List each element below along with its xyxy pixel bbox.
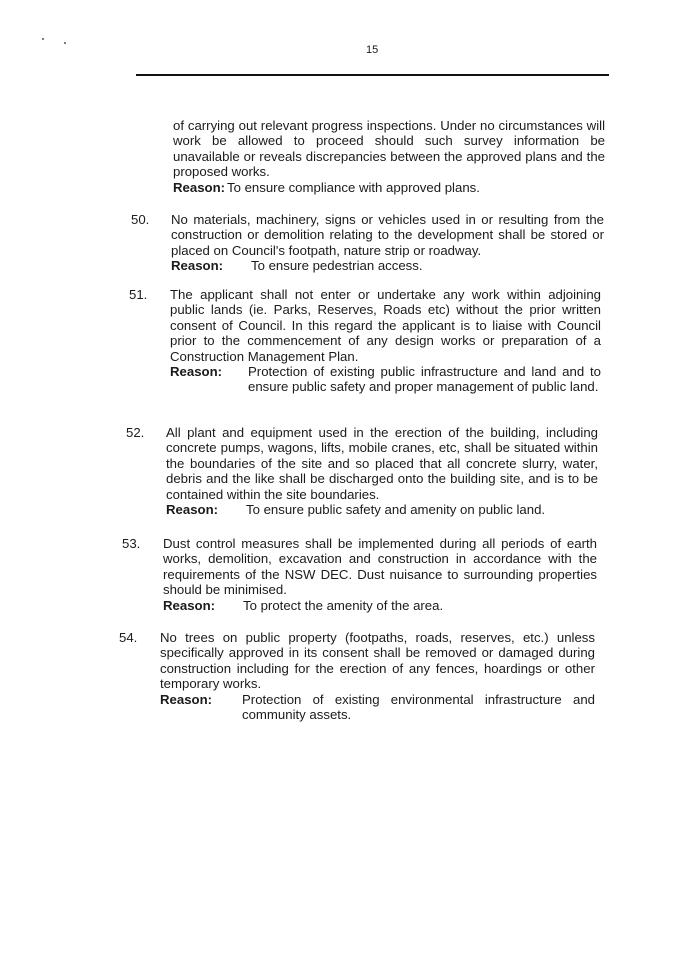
condition-text: The applicant shall not enter or undertake any work within adjoining public lands (ie. Parks, Reserves, Roads etc) without the prior written consent of Council. In this regard the applicant is to liaise with Council prior to the commencement of any design works or preparation of a Construction Management Plan. (170, 287, 601, 364)
reason-row (173, 180, 605, 195)
reason-label: Reason: (160, 691, 213, 707)
condition-number: 51. (129, 287, 148, 302)
reason-text: To protect the amenity of the area. (243, 597, 444, 613)
condition-number: 53. (122, 536, 141, 551)
reason-row (160, 692, 595, 723)
reason-text: Protection of existing environmental infrastructure and community assets. (242, 691, 595, 723)
reason-row (163, 598, 597, 613)
condition-text: Dust control measures shall be implemented during all periods of earth works, demolition, excavation and construction in accordance with the requirements of the NSW DEC. Dust nuisance to surrounding properties should be minimised. (163, 536, 597, 598)
condition-item (171, 212, 604, 274)
reason-label: Reason: (163, 597, 216, 613)
reason-label: Reason: (171, 258, 224, 274)
condition-number: 54. (119, 630, 138, 645)
scan-speck (42, 38, 44, 40)
reason-label: Reason: (173, 179, 226, 195)
reason-label: Reason: (166, 502, 219, 518)
condition-text: All plant and equipment used in the erection of the building, including concrete pumps, wagons, lifts, mobile cranes, etc, shall be situated within the boundaries of the site and so placed that all concrete slurry, water, debris and the like shall be discharged onto the building site, and is to be contained within the site boundaries. (166, 425, 598, 502)
reason-row (166, 502, 598, 517)
reason-row (171, 258, 604, 273)
continuation-paragraph (173, 118, 605, 195)
reason-label: Reason: (170, 364, 223, 380)
condition-text: No materials, machinery, signs or vehicles used in or resulting from the construction or demolition relating to the development shall be stored or placed on Council's footpath, nature strip or roadway. (171, 212, 604, 258)
reason-text: Protection of existing public infrastructure and land and to ensure public safety and proper management of public land. (248, 364, 601, 395)
condition-number: 50. (131, 212, 150, 227)
paragraph-text: of carrying out relevant progress inspections. Under no circumstances will work be allowed to proceed should such survey information be unavailable or reveals discrepancies between the approved plans and the proposed works. (173, 118, 605, 180)
page-number: 15 (366, 44, 379, 56)
condition-text: No trees on public property (footpaths, roads, reserves, etc.) unless specifically approved in its consent shall be removed or damaged during construction including for the erection of any fences, hoardings or other temporary works. (160, 630, 595, 692)
condition-item (166, 425, 598, 517)
scan-speck (64, 42, 66, 44)
condition-item (163, 536, 597, 613)
reason-text: To ensure public safety and amenity on public land. (246, 502, 546, 518)
header-rule (136, 74, 609, 76)
reason-text: To ensure compliance with approved plans. (227, 179, 480, 195)
reason-text: To ensure pedestrian access. (251, 258, 423, 274)
condition-item (170, 287, 601, 395)
condition-number: 52. (126, 425, 145, 440)
condition-item (160, 630, 595, 722)
reason-row (170, 364, 601, 395)
